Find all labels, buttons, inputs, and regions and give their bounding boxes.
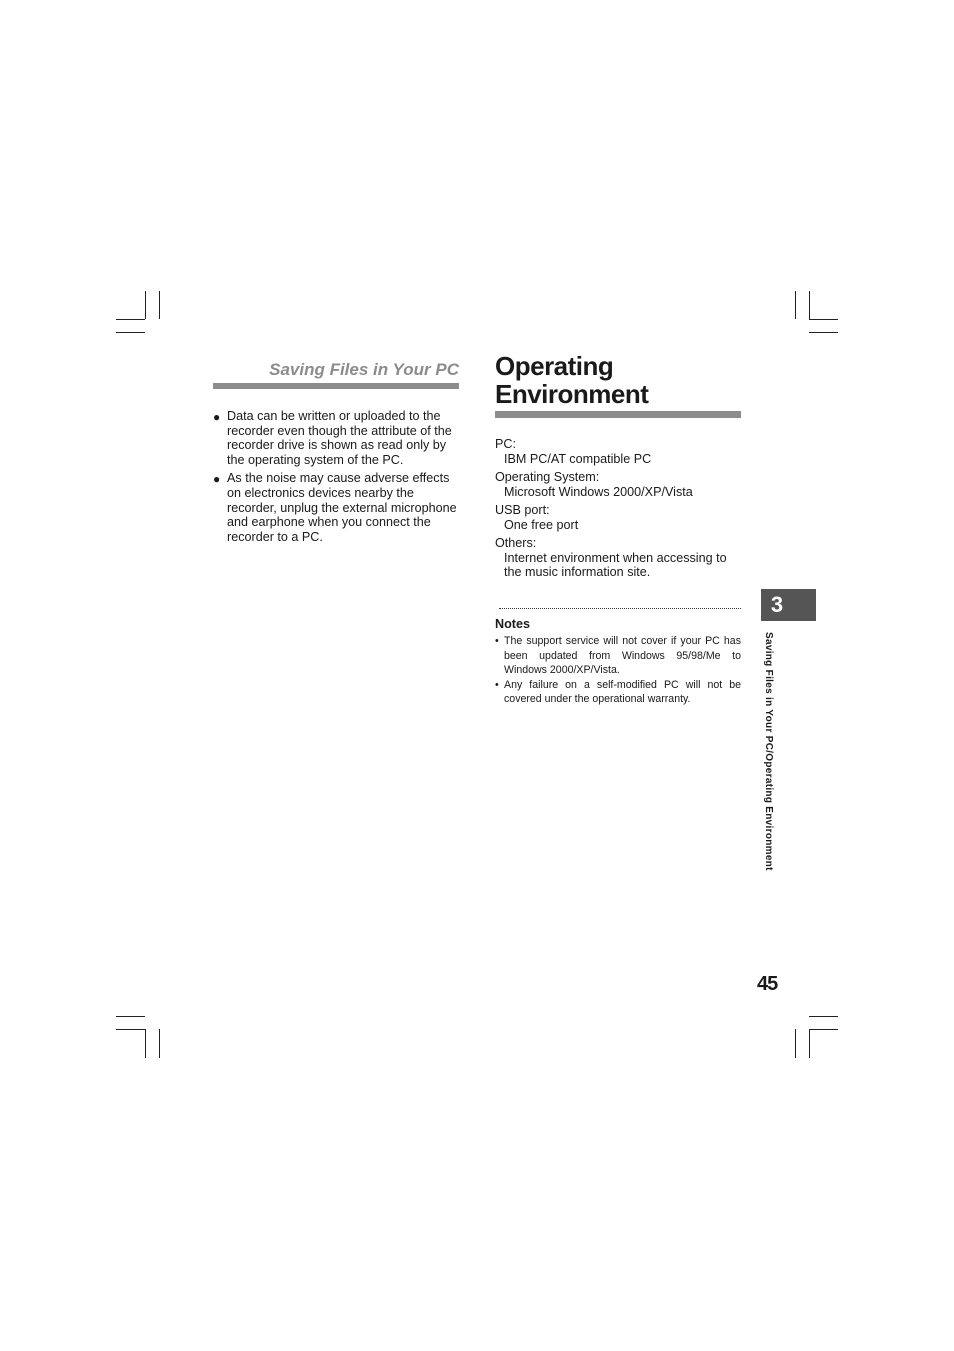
page-title-line: Environment [495, 379, 649, 409]
bullet-dot-icon: ● [213, 472, 221, 487]
section-header: Saving Files in Your PC [269, 360, 459, 379]
crop-mark [795, 1029, 796, 1058]
list-item [495, 678, 741, 707]
crop-mark [159, 291, 160, 319]
list-item [495, 634, 741, 678]
list-item [213, 471, 463, 544]
crop-mark [116, 1016, 145, 1017]
spec-value: Internet environment when accessing to the music information site. [504, 550, 727, 579]
spec-item [495, 437, 745, 466]
crop-mark [116, 1029, 145, 1030]
notes-heading: Notes [495, 617, 530, 631]
spec-item [495, 536, 745, 580]
spec-list [495, 437, 745, 584]
crop-mark [809, 1029, 838, 1030]
crop-mark [159, 1029, 160, 1058]
crop-mark [809, 319, 838, 320]
crop-mark [145, 291, 146, 319]
crop-mark [795, 291, 796, 319]
spec-label: USB port: [495, 503, 550, 517]
note-text: The support service will not cover if your PC has been updated from Windows 95/98/Me to Windows 2000/XP/Vista. [504, 635, 741, 676]
page-number: 45 [757, 973, 778, 995]
page-title [495, 352, 755, 408]
spec-value: Microsoft Windows 2000/XP/Vista [504, 484, 693, 499]
crop-mark [116, 332, 145, 333]
crop-mark [809, 1016, 838, 1017]
side-section-label: Saving Files in Your PC/Operating Environment [763, 632, 774, 871]
list-item-text: Data can be written or uploaded to the recorder even though the attribute of the recorder drive is shown as read only by the operating system of the PC. [227, 409, 452, 467]
crop-mark [809, 332, 838, 333]
spec-value: One free port [504, 517, 579, 532]
notes-list [495, 634, 741, 707]
page-title-line: Operating [495, 351, 614, 381]
spec-label: Others: [495, 536, 537, 550]
spec-item [495, 503, 745, 532]
bullet-dot-icon: ● [213, 410, 221, 424]
bullet-icon: • [495, 635, 499, 647]
crop-mark [809, 291, 810, 319]
crop-mark [809, 1029, 810, 1058]
bullet-icon: • [495, 678, 499, 691]
section-header-rule [213, 383, 459, 389]
spec-label: Operating System: [495, 470, 600, 484]
spec-item [495, 470, 745, 499]
dotted-divider [499, 598, 741, 609]
crop-mark [145, 1029, 146, 1058]
chapter-number: 3 [770, 592, 784, 617]
spec-label: PC: [495, 437, 516, 451]
title-rule [495, 411, 741, 418]
list-item-text: As the noise may cause adverse effects on electronics devices nearby the recorder, unplug the external microphone and earphone when you connect the recorder to a PC. [227, 471, 457, 544]
note-text: Any failure on a self-modified PC will not be covered under the operational warranty. [504, 678, 741, 705]
crop-mark [116, 319, 145, 320]
list-item [213, 409, 463, 467]
bullet-list [213, 409, 463, 548]
spec-value: IBM PC/AT compatible PC [504, 451, 652, 466]
